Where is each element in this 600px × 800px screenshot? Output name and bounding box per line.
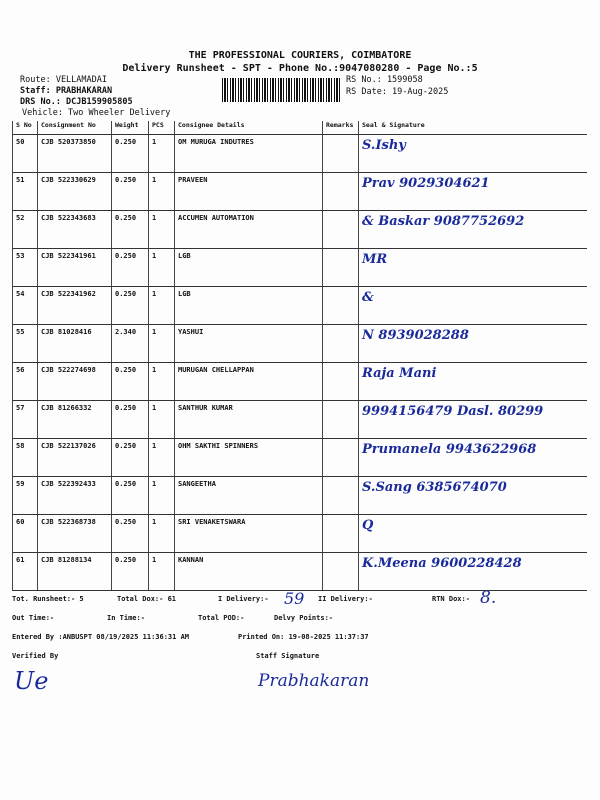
cell-wt: 0.250 bbox=[112, 286, 149, 324]
cell-cno: CJB 522392433 bbox=[38, 476, 112, 514]
route: Route: VELLAMADAI bbox=[20, 75, 107, 85]
cell-pcs: 1 bbox=[149, 324, 175, 362]
table-row bbox=[13, 552, 587, 590]
cell-pcs: 1 bbox=[149, 286, 175, 324]
total-pod: Total POD:- bbox=[198, 614, 245, 622]
cell-sno: 61 bbox=[13, 552, 38, 590]
staff-signature-label: Staff Signature bbox=[256, 652, 320, 660]
i-delivery: I Delivery:- bbox=[218, 595, 269, 603]
handwritten-signature: Q bbox=[362, 517, 374, 533]
cell-pcs: 1 bbox=[149, 134, 175, 172]
table-row bbox=[13, 438, 587, 476]
cell-sno: 52 bbox=[13, 210, 38, 248]
handwritten-signature: Raja Mani bbox=[362, 365, 437, 381]
verified-signature: Ue bbox=[14, 667, 49, 695]
handwritten-signature: N 8939028288 bbox=[362, 327, 469, 343]
cell-cno: CJB 522341961 bbox=[38, 248, 112, 286]
table-row bbox=[13, 248, 587, 286]
cell-name: PRAVEEN bbox=[175, 172, 323, 210]
cell-name: OHM SAKTHI SPINNERS bbox=[175, 438, 323, 476]
cell-name: KANNAN bbox=[175, 552, 323, 590]
cell-cno: CJB 522274698 bbox=[38, 362, 112, 400]
cell-pcs: 1 bbox=[149, 172, 175, 210]
cell-pcs: 1 bbox=[149, 362, 175, 400]
column-header: S No bbox=[13, 121, 38, 134]
cell-wt: 0.250 bbox=[112, 248, 149, 286]
column-header: Weight bbox=[112, 121, 149, 134]
handwritten-signature: 9994156479 Dasl. 80299 bbox=[362, 403, 544, 419]
out-time: Out Time:- bbox=[12, 614, 55, 622]
signature-cell bbox=[359, 552, 587, 590]
cell-pcs: 1 bbox=[149, 400, 175, 438]
table-row bbox=[13, 514, 587, 552]
ii-delivery: II Delivery:- bbox=[318, 595, 373, 603]
barcode bbox=[222, 78, 342, 102]
signature-cell bbox=[359, 248, 587, 286]
cell-name: SANGEETHA bbox=[175, 476, 323, 514]
remarks-cell bbox=[323, 286, 359, 324]
table-row bbox=[13, 362, 587, 400]
cell-sno: 59 bbox=[13, 476, 38, 514]
signature-cell bbox=[359, 438, 587, 476]
company-title: THE PROFESSIONAL COURIERS, COIMBATORE bbox=[188, 50, 412, 61]
cell-name: LGB bbox=[175, 286, 323, 324]
cell-wt: 0.250 bbox=[112, 172, 149, 210]
remarks-cell bbox=[323, 210, 359, 248]
signature-cell bbox=[359, 362, 587, 400]
column-header: PCS bbox=[149, 121, 175, 134]
total-dox: Total Dox:- 61 bbox=[117, 595, 177, 603]
cell-pcs: 1 bbox=[149, 438, 175, 476]
staff-signature: Prabhakaran bbox=[258, 671, 370, 691]
cell-pcs: 1 bbox=[149, 552, 175, 590]
cell-pcs: 1 bbox=[149, 210, 175, 248]
remarks-cell bbox=[323, 134, 359, 172]
cell-sno: 58 bbox=[13, 438, 38, 476]
remarks-cell bbox=[323, 324, 359, 362]
signature-cell bbox=[359, 400, 587, 438]
signature-cell bbox=[359, 286, 587, 324]
remarks-cell bbox=[323, 172, 359, 210]
cell-wt: 0.250 bbox=[112, 552, 149, 590]
cell-cno: CJB 522137026 bbox=[38, 438, 112, 476]
cell-sno: 57 bbox=[13, 400, 38, 438]
cell-cno: CJB 522368738 bbox=[38, 514, 112, 552]
cell-wt: 0.250 bbox=[112, 134, 149, 172]
cell-wt: 0.250 bbox=[112, 438, 149, 476]
cell-sno: 60 bbox=[13, 514, 38, 552]
table-row bbox=[13, 134, 587, 172]
signature-cell bbox=[359, 476, 587, 514]
rs-number: RS No.: 1599058 bbox=[346, 75, 423, 85]
handwritten-signature: & Baskar 9087752692 bbox=[362, 213, 525, 229]
cell-sno: 55 bbox=[13, 324, 38, 362]
staff: Staff: PRABHAKARAN bbox=[20, 86, 113, 96]
cell-sno: 56 bbox=[13, 362, 38, 400]
table-row bbox=[13, 286, 587, 324]
signature-cell bbox=[359, 172, 587, 210]
table-row bbox=[13, 476, 587, 514]
rs-date: RS Date: 19-Aug-2025 bbox=[346, 87, 449, 97]
runsheet-subtitle: Delivery Runsheet - SPT - Phone No.:9047080280 - Page No.:5 bbox=[122, 63, 478, 74]
cell-wt: 0.250 bbox=[112, 476, 149, 514]
delvy-points: Delvy Points:- bbox=[274, 614, 334, 622]
handwritten-signature: Prav 9029304621 bbox=[362, 175, 490, 191]
handwritten-signature: S.Ishy bbox=[362, 137, 406, 153]
cell-pcs: 1 bbox=[149, 248, 175, 286]
column-header: Consignee Details bbox=[175, 121, 323, 134]
tot-runsheet: Tot. Runsheet:- 5 bbox=[12, 595, 84, 603]
cell-sno: 51 bbox=[13, 172, 38, 210]
consignment-table bbox=[12, 121, 587, 591]
in-time: In Time:- bbox=[107, 614, 145, 622]
column-header: Remarks bbox=[323, 121, 359, 134]
handwritten-signature: & bbox=[362, 289, 374, 305]
signature-cell bbox=[359, 514, 587, 552]
cell-name: YASHUI bbox=[175, 324, 323, 362]
cell-cno: CJB 522330629 bbox=[38, 172, 112, 210]
cell-cno: CJB 520373850 bbox=[38, 134, 112, 172]
cell-name: ACCUMEN AUTOMATION bbox=[175, 210, 323, 248]
drs-number: DRS No.: DCJB159905805 bbox=[20, 97, 133, 107]
remarks-cell bbox=[323, 514, 359, 552]
table-row bbox=[13, 400, 587, 438]
remarks-cell bbox=[323, 438, 359, 476]
cell-wt: 0.250 bbox=[112, 400, 149, 438]
cell-name: MURUGAN CHELLAPPAN bbox=[175, 362, 323, 400]
signature-cell bbox=[359, 210, 587, 248]
verified-by: Verified By bbox=[12, 652, 59, 660]
cell-wt: 0.250 bbox=[112, 514, 149, 552]
cell-sno: 53 bbox=[13, 248, 38, 286]
signature-cell bbox=[359, 134, 587, 172]
vehicle: Vehicle: Two Wheeler Delivery bbox=[22, 108, 171, 118]
table-row bbox=[13, 172, 587, 210]
rtn-dox-handwritten: 8. bbox=[480, 588, 497, 608]
column-header: Seal & Signature bbox=[359, 121, 587, 134]
handwritten-signature: Prumanela 9943622968 bbox=[362, 441, 537, 457]
handwritten-signature: MR bbox=[362, 251, 388, 267]
remarks-cell bbox=[323, 248, 359, 286]
i-delivery-handwritten: 59 bbox=[284, 589, 305, 608]
cell-name: SRI VENAKETSWARA bbox=[175, 514, 323, 552]
table-row bbox=[13, 210, 587, 248]
cell-wt: 0.250 bbox=[112, 362, 149, 400]
cell-cno: CJB 522343683 bbox=[38, 210, 112, 248]
cell-pcs: 1 bbox=[149, 514, 175, 552]
table-row bbox=[13, 324, 587, 362]
cell-name: OM MURUGA INDUTRES bbox=[175, 134, 323, 172]
handwritten-signature: K.Meena 9600228428 bbox=[362, 555, 522, 571]
rtn-dox: RTN Dox:- bbox=[432, 595, 470, 603]
cell-cno: CJB 81028416 bbox=[38, 324, 112, 362]
remarks-cell bbox=[323, 552, 359, 590]
cell-name: LGB bbox=[175, 248, 323, 286]
cell-wt: 2.340 bbox=[112, 324, 149, 362]
cell-name: SANTHUR KUMAR bbox=[175, 400, 323, 438]
cell-pcs: 1 bbox=[149, 476, 175, 514]
cell-cno: CJB 81266332 bbox=[38, 400, 112, 438]
cell-cno: CJB 522341962 bbox=[38, 286, 112, 324]
cell-sno: 50 bbox=[13, 134, 38, 172]
cell-cno: CJB 81288134 bbox=[38, 552, 112, 590]
handwritten-signature: S.Sang 6385674070 bbox=[362, 479, 507, 495]
cell-wt: 0.250 bbox=[112, 210, 149, 248]
remarks-cell bbox=[323, 400, 359, 438]
remarks-cell bbox=[323, 362, 359, 400]
printed-on: Printed On: 19-08-2025 11:37:37 bbox=[238, 633, 369, 641]
cell-sno: 54 bbox=[13, 286, 38, 324]
remarks-cell bbox=[323, 476, 359, 514]
entered-by: Entered By :ANBUSPT 08/19/2025 11:36:31 AM bbox=[12, 633, 190, 641]
column-header: Consignment No bbox=[38, 121, 112, 134]
signature-cell bbox=[359, 324, 587, 362]
